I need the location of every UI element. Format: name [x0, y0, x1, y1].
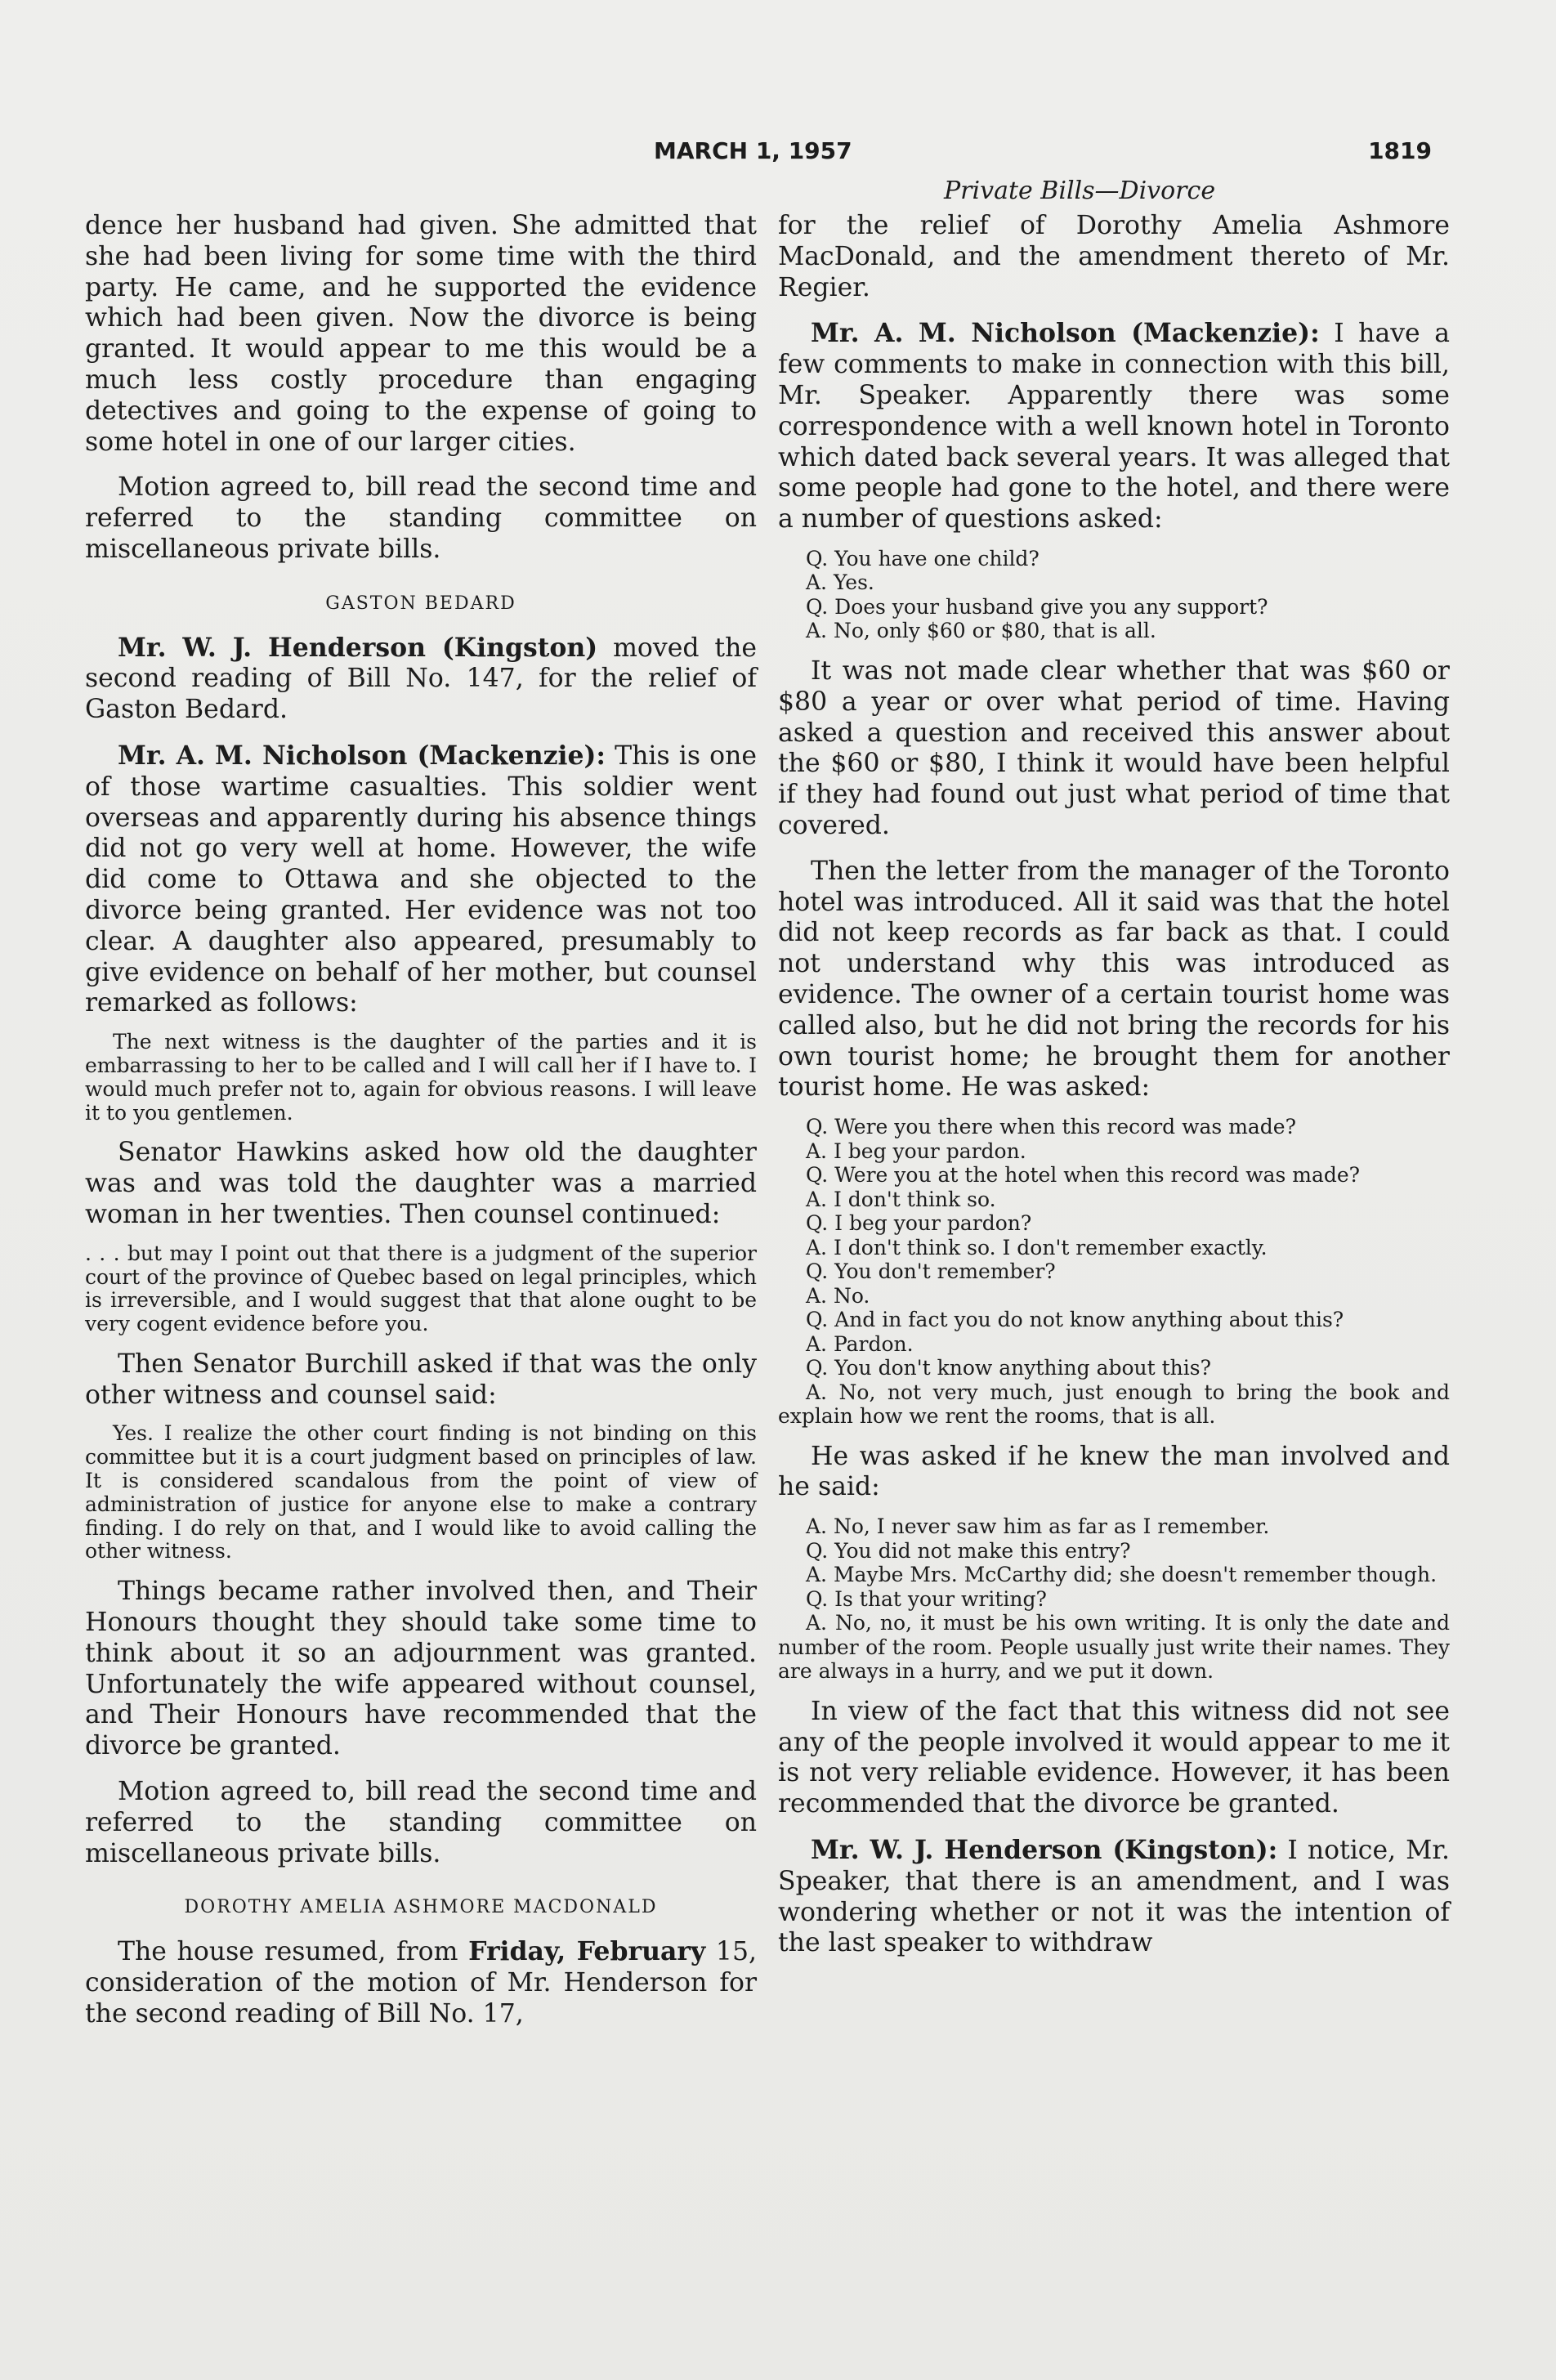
section-heading: DOROTHY AMELIA ASHMORE MACDONALD: [184, 1897, 658, 1918]
qa-line: Q. Is that your writing?: [806, 1586, 1047, 1611]
question-answer-block: [778, 1115, 1450, 1429]
paragraph: [85, 633, 757, 726]
paragraph: Then the letter from the manager of the Toronto hotel was introduced. All it said was that the hotel did not keep records as far back as that. I could not understand why this was introduced as evidence. The owner of a certain tourist home was called also, but he did not bring the records for his own tourist home; he brought them for another tourist home. He was asked:: [778, 856, 1450, 1103]
speech-text: I have a few comments to make in connection with this bill, Mr. Speaker. Apparently there was some correspondence with a well known hotel in Toronto which dated back several years. It was alleged that some people had gone to the hotel, and there were a number of questions asked:: [778, 319, 1450, 535]
paragraph: [778, 1835, 1450, 1959]
question-answer-block: [778, 1514, 1450, 1684]
speech-text: 15, consideration of the motion of Mr. Henderson for the second reading of Bill No. 17,: [85, 1937, 758, 2029]
paragraph: Senator Hawkins asked how old the daughter was and was told the daughter was a married woman in her twenties. Then counsel continued:: [85, 1138, 757, 1229]
qa-line: Q. You have one child?: [806, 546, 1040, 570]
paragraph: Things became rather involved then, and Their Honours thought they should take some time to think about it so an adjournment was granted. Unfortunately the wife appeared without counsel, and Their Honours have recommended that the divorce be granted.: [85, 1577, 757, 1761]
paragraph: Motion agreed to, bill read the second time and referred to the standing committee on miscellaneous private bills.: [85, 472, 757, 564]
paragraph: [85, 1936, 757, 2029]
qa-line: A. No, not very much, just enough to bring the book and explain how we rent the rooms, that is all.: [778, 1380, 1450, 1429]
speech-text: moved the second reading of Bill No. 147, for the relief of Gaston Bedard.: [85, 633, 757, 725]
running-header: [0, 137, 1556, 170]
paragraph: It was not made clear whether that was $60 or $80 a year or over what period of time. Having asked a question and received this answer about the $60 or $80, I think it would have been helpful if they had found out just what period of time that covered.: [778, 655, 1450, 840]
qa-line: A. Maybe Mrs. McCarthy did; she doesn't remember though.: [806, 1563, 1438, 1587]
qa-line: A. No.: [806, 1283, 870, 1308]
qa-line: A. No, only $60 or $80, that is all.: [806, 619, 1156, 643]
page-number: 1819: [1368, 137, 1432, 164]
paragraph: Then Senator Burchill asked if that was the only other witness and counsel said:: [85, 1349, 757, 1410]
qa-line: A. Pardon.: [806, 1331, 914, 1356]
question-answer-block: [778, 547, 1450, 643]
qa-line: A. I don't think so.: [806, 1187, 996, 1211]
speaker-name: Mr. A. M. Nicholson (Mackenzie):: [811, 318, 1320, 349]
block-quote: The next witness is the daughter of the parties and it is embarrassing to her to be called and I will call her if I have to. I would much prefer not to, again for obvious reasons. I will leave it to you gentlemen.: [85, 1030, 757, 1125]
block-quote: Yes. I realize the other court finding is not binding on this committee but it is a court judgment based on principles of law. It is considered scandalous from the point of view of administration of justice for anyone else to make a contrary finding. I do rely on that, and I would like to avoid calling the other witness.: [85, 1421, 757, 1564]
section-subtitle: Private Bills—Divorce: [944, 177, 1216, 205]
paragraph: He was asked if he knew the man involved and he said:: [778, 1441, 1450, 1502]
right-column: [778, 211, 1450, 1959]
block-quote: . . . but may I point out that there is a judgment of the superior court of the province of Quebec based on legal principles, which is irreversible, and I would suggest that that alone ought to be very cogent evidence before you.: [85, 1241, 757, 1336]
qa-line: Q. Were you at the hotel when this record was made?: [806, 1163, 1361, 1188]
qa-line: Q. I beg your pardon?: [806, 1211, 1032, 1236]
qa-line: A. Yes.: [806, 570, 874, 595]
qa-line: A. No, no, it must be his own writing. It is only the date and number of the room. People usually just write their names. They are always in a hurry, and we put it down.: [778, 1611, 1450, 1684]
paragraph: In view of the fact that this witness did not see any of the people involved it would appear to me it is not very reliable evidence. However, it has been recommended that the divorce be granted.: [778, 1696, 1450, 1819]
qa-line: A. No, I never saw him as far as I remember.: [806, 1514, 1270, 1539]
paragraph: dence her husband had given. She admitted that she had been living for some time with the third party. He came, and he supported the evidence which had been given. Now the divorce is being granted. It would appear to me this would be a much less costly procedure than engaging detectives and going to the expense of going to some hotel in one of our larger cities.: [85, 211, 757, 457]
qa-line: A. I don't think so. I don't remember exactly.: [806, 1235, 1268, 1259]
qa-line: Q. Were you there when this record was made?: [806, 1115, 1296, 1139]
qa-line: Q. Does your husband give you any support?: [806, 594, 1268, 619]
paragraph: [85, 740, 757, 1019]
left-column: [85, 211, 757, 2030]
qa-line: Q. You did not make this entry?: [806, 1538, 1131, 1563]
qa-line: Q. And in fact you do not know anything about this?: [806, 1308, 1344, 1332]
paragraph: [778, 318, 1450, 535]
speech-text: The house resumed, from: [118, 1937, 469, 1967]
paragraph: Motion agreed to, bill read the second time and referred to the standing committee on miscellaneous private bills.: [85, 1777, 757, 1868]
qa-line: A. I beg your pardon.: [806, 1139, 1026, 1163]
qa-line: Q. You don't know anything about this?: [806, 1356, 1211, 1380]
speaker-name: Mr. A. M. Nicholson (Mackenzie):: [118, 740, 606, 771]
speaker-name: Mr. W. J. Henderson (Kingston):: [811, 1834, 1278, 1865]
speaker-name: Mr. W. J. Henderson (Kingston): [118, 632, 598, 663]
paragraph: for the relief of Dorothy Amelia Ashmore MacDonald, and the amendment thereto of Mr. Regier.: [778, 211, 1450, 302]
section-heading: GASTON BEDARD: [325, 593, 516, 614]
speech-text: This is one of those wartime casualties. This soldier went overseas and apparently during his absence things did not go very well at home. However, the wife did come to Ottawa and she objected to the divorce being granted. Her evidence was not too clear. A daughter also appeared, presumably to give evidence on behalf of her mother, but counsel remarked as follows:: [85, 740, 758, 1018]
speech-text: I notice, Mr. Speaker, that there is an amendment, and I was wondering whether or not it was the intention of the last speaker to withdraw: [778, 1835, 1450, 1958]
date-reference: Friday, February: [468, 1936, 706, 1967]
qa-line: Q. You don't remember?: [806, 1259, 1056, 1284]
header-date: MARCH 1, 1957: [654, 137, 852, 164]
